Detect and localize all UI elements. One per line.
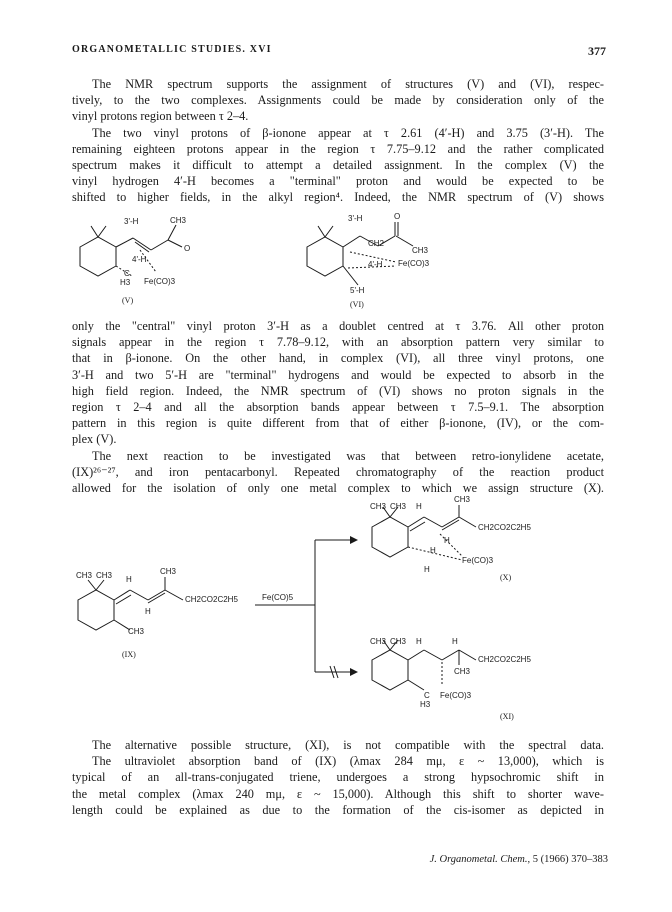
arrow-to-X-icon xyxy=(350,536,358,544)
text-line: The ultraviolet absorption band of (IX) (λmax 284 mμ, ε ~ 13,000), which is xyxy=(92,754,604,769)
label: H xyxy=(416,637,422,646)
text-line: signals appear in the region τ 7.78–9.12, with an absorption pattern very similar to xyxy=(72,335,604,350)
label: H xyxy=(444,536,450,545)
citation-details: 5 (1966) 370–383 xyxy=(532,854,608,865)
caption-XI: (XI) xyxy=(500,712,514,721)
text-line: pattern in this region is quite different from that of either β-ionone, (IV), or the com- xyxy=(72,416,604,431)
label: CH3 xyxy=(170,216,187,225)
text-line: vinyl protons region between τ 2–4. xyxy=(72,109,249,124)
text-line: typical of an all-trans-conjugated triene, undergoes a strong hypsochromic shift in xyxy=(72,770,604,785)
ring-IX xyxy=(78,590,114,630)
label: H xyxy=(145,607,151,616)
structure-V xyxy=(80,216,190,305)
journal-name: J. Organometal. Chem., xyxy=(429,854,531,865)
text-line: spectrum makes it difficult to attempt a detailed assignment. In the complex (V) the xyxy=(72,158,604,173)
label: Fe(CO)3 xyxy=(462,556,494,565)
caption-IX: (IX) xyxy=(122,650,136,659)
label: 3'-H xyxy=(124,217,139,226)
text-line: region τ 2–4 and all the absorption bands appear between τ 7.5–9.1. The absorption xyxy=(72,400,604,415)
label: H3 xyxy=(420,700,431,709)
caption-VI: (VI) xyxy=(350,300,364,309)
page-number: 377 xyxy=(588,44,606,58)
label: CH3 xyxy=(76,571,93,580)
label: CH3 xyxy=(370,637,387,646)
label: CH3 xyxy=(96,571,113,580)
text-line: remaining eighteen protons appear in the region τ 7.75–9.12 and the rather complicated xyxy=(72,141,604,156)
label: CH2CO2C2H5 xyxy=(478,655,531,664)
label: CH3 xyxy=(454,667,471,676)
text-line: The NMR spectrum supports the assignment of structures (V) and (VI), respec- xyxy=(92,77,604,91)
label: C xyxy=(424,691,430,700)
label: 4'-H xyxy=(368,260,383,269)
text-line: The two vinyl protons of β-ionone appear at τ 2.61 (4′-H) and 3.75 (3′-H). The xyxy=(92,125,604,140)
label: CH3 xyxy=(370,502,387,511)
label: CH3 xyxy=(390,502,407,511)
text-line: only the "central" vinyl proton 3′-H as a doublet centred at τ 3.76. All other proton xyxy=(72,319,604,333)
ring-V xyxy=(80,237,116,276)
label: CH3 xyxy=(390,637,407,646)
label: 3'-H xyxy=(348,214,363,223)
label: C xyxy=(124,269,130,278)
label: Fe(CO)3 xyxy=(144,277,176,286)
text-line: The next reaction to be investigated was that between retro-ionylidene acetate, xyxy=(92,448,604,463)
caption-X: (X) xyxy=(500,573,512,582)
text-line: The alternative possible structure, (XI), is not compatible with the spectral data. xyxy=(92,738,604,752)
caption-V: (V) xyxy=(122,296,134,305)
text-line: high field region. Indeed, the NMR spectrum of (VI) shows no proton signals in the xyxy=(72,383,604,398)
ring-XI xyxy=(372,650,408,690)
text-line: (IX)²⁶⁻²⁷, and iron pentacarbonyl. Repeated chromatography of the reaction product xyxy=(72,464,604,479)
arrow-to-XI-icon xyxy=(350,668,358,676)
running-title: ORGANOMETALLIC STUDIES. XVI xyxy=(72,44,272,55)
label: CH3 xyxy=(412,246,429,255)
label: Fe(CO)3 xyxy=(398,259,430,268)
text-line: the metal complex (λmax 240 mμ, ε ~ 15,000). Although this shift to shorter wave- xyxy=(72,786,604,801)
label: CH2CO2C2H5 xyxy=(478,523,531,532)
label: Fe(CO)3 xyxy=(440,691,472,700)
ring-X xyxy=(372,517,408,557)
label: H xyxy=(430,546,436,555)
text-line: length could be explained as due to the formation of the cis-isomer as depicted in xyxy=(72,802,604,817)
label: H xyxy=(424,565,430,574)
label: H xyxy=(416,502,422,511)
ring-VI xyxy=(307,237,343,276)
label: H xyxy=(126,575,132,584)
label: H3 xyxy=(120,278,131,287)
label: CH3 xyxy=(454,495,471,504)
label: H xyxy=(452,637,458,646)
reagent-label: Fe(CO)5 xyxy=(262,593,294,602)
label: O xyxy=(394,212,401,221)
label: CH3 xyxy=(160,567,177,576)
text-line: shifted to higher fields, in the alkyl region⁴. Indeed, the NMR spectrum of (V) shows xyxy=(72,190,604,205)
text-line: that in β-ionone. On the other hand, in complex (VI), all three vinyl protons, one xyxy=(72,351,604,366)
text-line: 3′-H and two 5′-H are "terminal" hydrogens and would be expected to absorb in the xyxy=(72,367,604,382)
label: 4'-H xyxy=(132,255,147,264)
label: CH2 xyxy=(368,239,385,248)
label: CH2CO2C2H5 xyxy=(185,595,238,604)
label: O xyxy=(184,244,191,253)
structure-XI xyxy=(370,637,531,721)
label: CH3 xyxy=(128,627,145,636)
structure-VI xyxy=(307,212,430,309)
text-line: allowed for the isolation of only one metal complex to which we assign structure (X). xyxy=(72,481,604,496)
label: 5'-H xyxy=(350,286,365,295)
reaction-scheme-arrows xyxy=(255,536,358,678)
structure-X xyxy=(370,495,531,582)
text-line: plex (V). xyxy=(72,432,117,447)
footer-citation xyxy=(430,854,608,865)
text-line: vinyl hydrogen 4′-H becomes a "terminal" proton and would be expected to be xyxy=(72,174,604,189)
text-line: tively, to the two complexes. Assignments could be made by consideration only of the xyxy=(72,93,604,108)
structure-IX xyxy=(76,567,238,659)
